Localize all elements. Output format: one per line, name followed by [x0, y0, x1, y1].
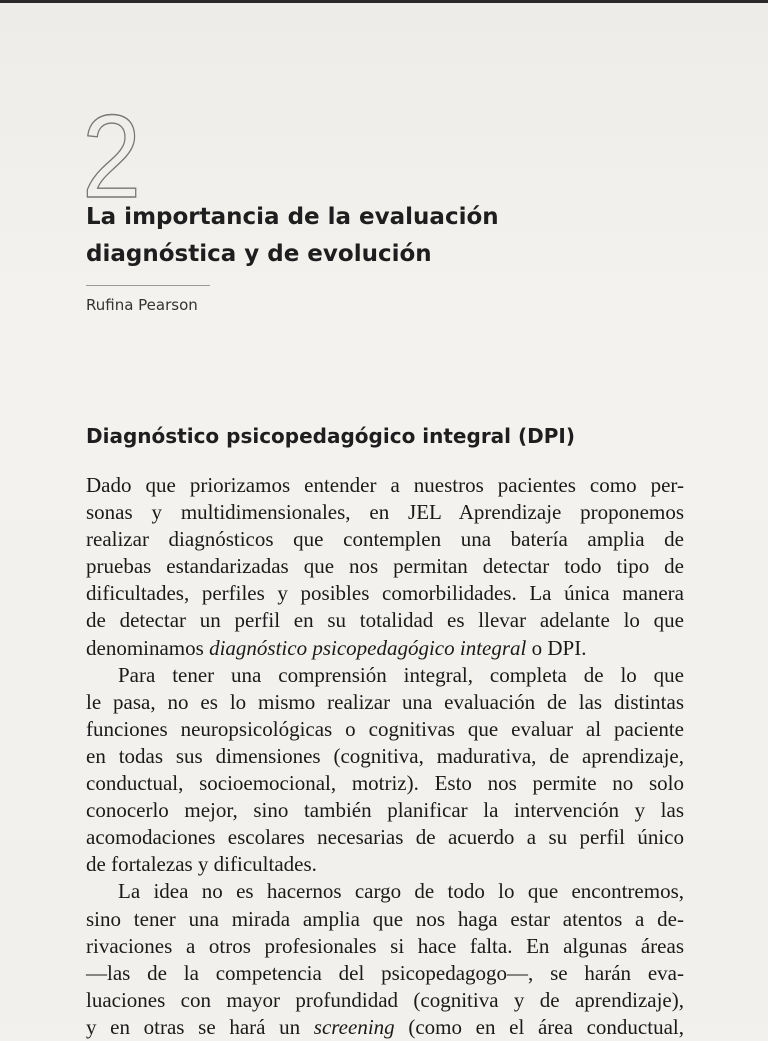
- paragraph-3: [86, 878, 684, 1041]
- text-line: conocerlo mejor, sino también planificar la intervención y las: [86, 798, 684, 823]
- text-line: sino tener una mirada amplia que nos haga estar atentos a de-: [86, 906, 684, 931]
- page-top-edge: [0, 0, 768, 3]
- text-line: sonas y multidimensionales, en JEL Aprendizaje proponemos: [86, 500, 684, 525]
- text-line: acomodaciones escolares necesarias de acuerdo a su perfil único: [86, 825, 684, 850]
- chapter-title: [86, 199, 686, 273]
- text-line: le pasa, no es lo mismo realizar una evaluación de las distintas: [86, 689, 684, 714]
- text-line: [86, 1014, 684, 1041]
- text-line: conductual, socioemocional, motriz). Esto nos permite no solo: [86, 771, 684, 796]
- text-line: Dado que priorizamos entender a nuestros pacientes como per-: [86, 473, 684, 497]
- text-line: luaciones con mayor profundidad (cognitiva y de aprendizaje),: [86, 987, 684, 1012]
- text-line: dificultades, perfiles y posibles comorbilidades. La única manera: [86, 581, 684, 606]
- text-run: denominamos: [86, 635, 210, 660]
- text-run: (como en el área conductual,: [394, 1014, 684, 1039]
- text-line: de fortalezas y dificultades.: [86, 852, 317, 877]
- paragraph-1: [86, 472, 684, 662]
- text-line: —las de la competencia del psicopedagogo—, se harán eva-: [86, 960, 684, 985]
- paragraph-2: [86, 662, 684, 879]
- section-heading: Diagnóstico psicopedagógico integral (DPI): [86, 424, 575, 448]
- text-line: pruebas estandarizadas que nos permitan detectar todo tipo de: [86, 554, 684, 579]
- text-run: y en otras se hará un: [86, 1014, 314, 1039]
- chapter-author: Rufina Pearson: [86, 296, 198, 314]
- text-line: en todas sus dimensiones (cognitiva, madurativa, de aprendizaje,: [86, 743, 684, 768]
- text-line: [86, 635, 684, 662]
- text-line: La idea no es hacernos cargo de todo lo que encontremos,: [118, 879, 684, 904]
- text-line: de detectar un perfil en su totalidad es llevar adelante lo que: [86, 608, 684, 633]
- chapter-title-line-1: La importancia de la evaluación: [86, 204, 499, 230]
- italic-term: diagnóstico psicopedagógico integral: [209, 635, 527, 660]
- title-divider: [86, 285, 210, 286]
- body-text: [86, 472, 684, 1041]
- text-line: Para tener una comprensión integral, completa de lo que: [118, 662, 684, 687]
- text-run: o DPI.: [526, 635, 587, 660]
- text-line: rivaciones a otros profesionales si hace falta. En algunas áreas: [86, 933, 684, 958]
- italic-term: screening: [313, 1014, 395, 1039]
- text-line: funciones neuropsicológicas o cognitivas que evaluar al paciente: [86, 716, 684, 741]
- chapter-number: 2: [82, 91, 142, 223]
- chapter-title-line-2: diagnóstica y de evolución: [86, 241, 432, 267]
- text-line: realizar diagnósticos que contemplen una batería amplia de: [86, 527, 684, 552]
